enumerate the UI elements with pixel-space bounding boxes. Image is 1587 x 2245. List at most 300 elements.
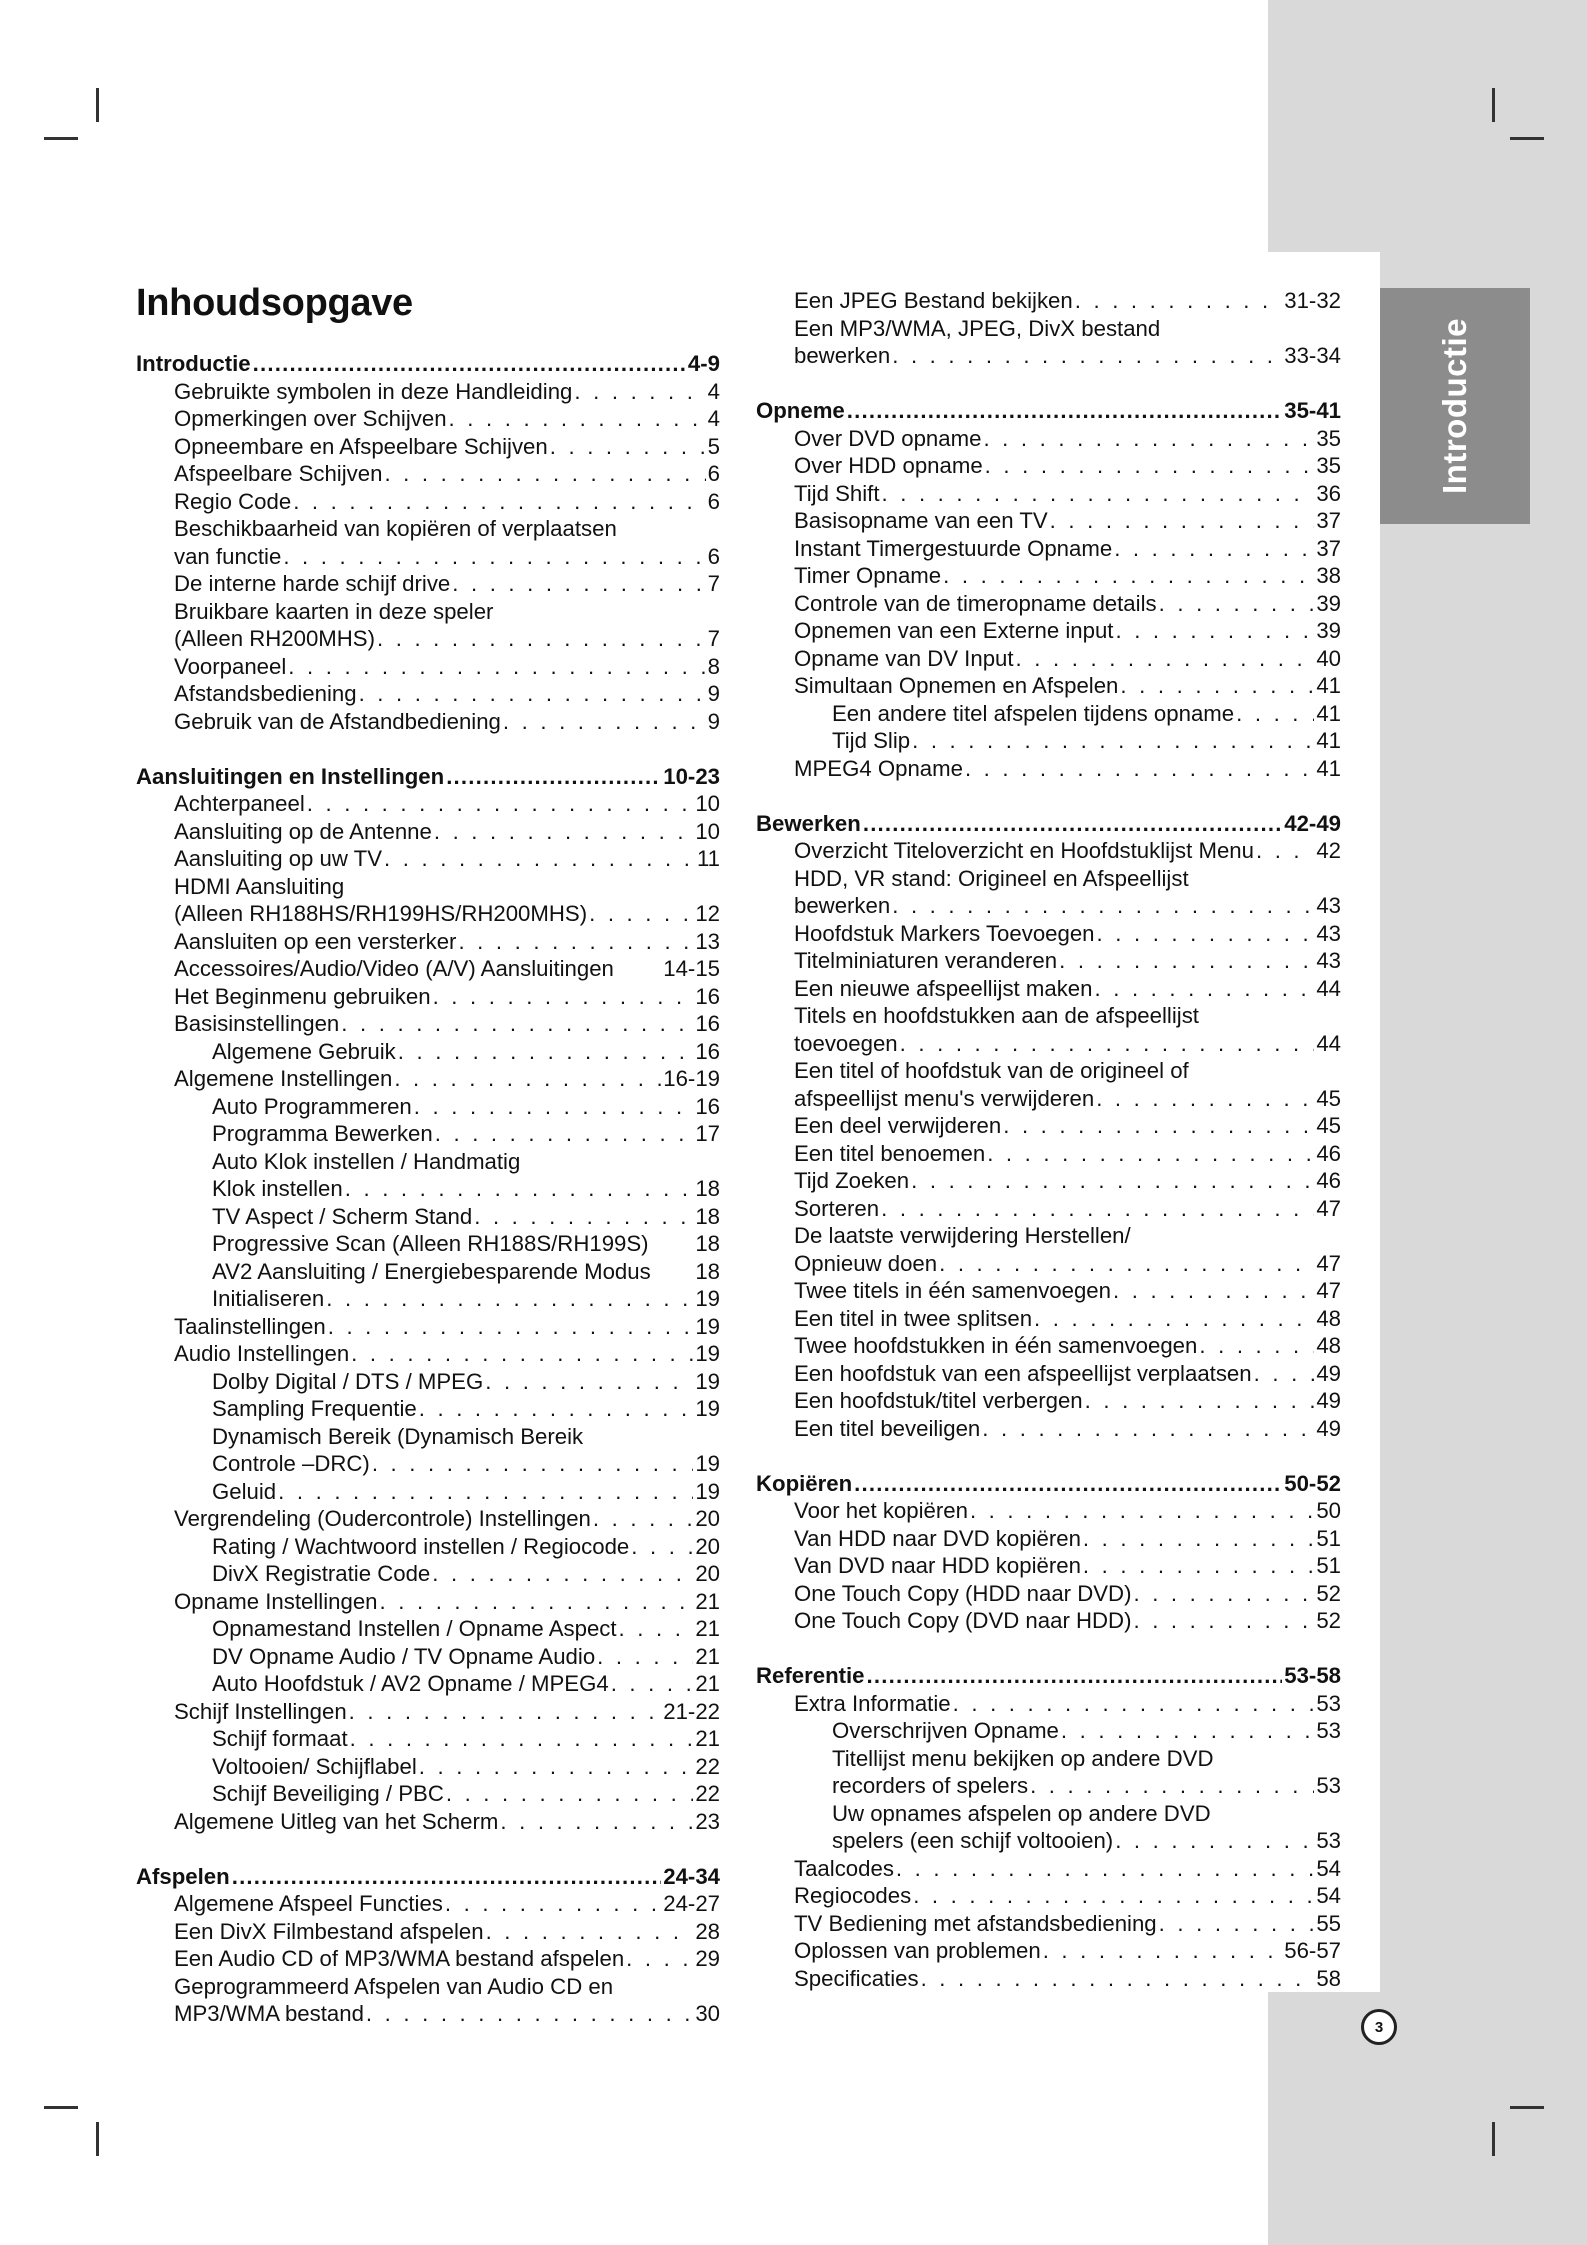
dot-leader xyxy=(326,1285,693,1313)
entry-page-number: 38 xyxy=(1316,563,1341,588)
entry-page-number: 41 xyxy=(1316,755,1341,781)
entry-page-number: 7 xyxy=(707,571,720,596)
entry-page-number: 16 xyxy=(695,1093,720,1119)
toc-section-heading xyxy=(136,350,720,378)
entry-page-number: 17 xyxy=(695,1121,720,1146)
entry-title: One Touch Copy (DVD naar HDD) xyxy=(794,1608,1132,1633)
toc-entry xyxy=(136,1478,720,1506)
toc-entry xyxy=(756,287,1341,315)
entry-title: Schijf Instellingen xyxy=(174,1698,347,1724)
entry-page-number: 18 xyxy=(695,1231,720,1256)
entry-page-number: 53 xyxy=(1316,1690,1341,1716)
toc-entry xyxy=(756,947,1341,975)
entry-title: toevoegen xyxy=(794,1030,898,1056)
dot-leader xyxy=(987,1140,1314,1168)
page-title: Inhoudsopgave xyxy=(136,282,413,324)
toc-entry xyxy=(136,378,720,406)
entry-title: Overschrijven Opname xyxy=(832,1718,1059,1743)
section-title: Opneme xyxy=(756,398,845,423)
dot-leader xyxy=(1094,975,1314,1003)
toc-entry xyxy=(756,1882,1341,1910)
dot-leader xyxy=(1061,1717,1314,1745)
entry-title: Een titel beveiligen xyxy=(794,1415,981,1441)
entry-title: HDMI Aansluiting xyxy=(174,873,345,899)
dot-leader xyxy=(619,1615,694,1643)
dot-leader xyxy=(1034,1305,1314,1333)
entry-page-number: 16 xyxy=(695,983,720,1009)
entry-page-number: 44 xyxy=(1316,975,1341,1001)
section-title: Bewerken xyxy=(756,810,861,836)
entry-page-number: 41 xyxy=(1316,673,1341,698)
entry-title: Geprogrammeerd Afspelen van Audio CD en xyxy=(174,1973,614,1999)
toc-entry xyxy=(756,535,1341,563)
toc-entry xyxy=(756,1002,1341,1030)
toc-entry xyxy=(136,1395,720,1423)
toc-entry xyxy=(756,315,1341,343)
dot-leader xyxy=(446,763,661,791)
entry-page-number: 48 xyxy=(1316,1333,1341,1358)
dot-leader xyxy=(1083,1525,1314,1553)
entry-title: Voorpaneel xyxy=(174,653,287,679)
toc-entry xyxy=(136,1230,720,1258)
dot-leader xyxy=(503,708,706,736)
dot-leader xyxy=(419,1395,694,1423)
entry-title: Een JPEG Bestand bekijken xyxy=(794,288,1073,313)
dot-leader xyxy=(1254,1360,1315,1388)
toc-entry xyxy=(136,1725,720,1753)
entry-title: Opneembare en Afspeelbare Schijven xyxy=(174,433,548,459)
entry-page-number: 54 xyxy=(1316,1855,1341,1881)
toc-entry xyxy=(756,1250,1341,1278)
entry-title: Gebruikte symbolen in deze Handleiding xyxy=(174,378,573,404)
section-title: Kopiëren xyxy=(756,1470,853,1496)
toc-section xyxy=(756,287,1341,370)
dot-leader xyxy=(1003,1112,1314,1140)
entry-page-number: 37 xyxy=(1316,535,1341,561)
dot-leader xyxy=(896,1855,1314,1883)
entry-title: Auto Hoofdstuk / AV2 Opname / MPEG4 xyxy=(212,1671,609,1696)
toc-entry xyxy=(756,617,1341,645)
toc-entry xyxy=(136,708,720,736)
entry-title: Een titel in twee splitsen xyxy=(794,1305,1033,1331)
toc-entry xyxy=(136,1753,720,1781)
toc-entry xyxy=(756,1965,1341,1993)
entry-title: Instant Timergestuurde Opname xyxy=(794,535,1113,561)
entry-title: Timer Opname xyxy=(794,563,942,588)
crop-mark xyxy=(44,2106,78,2109)
entry-page-number: 6 xyxy=(707,461,720,486)
entry-title: spelers (een schijf voltooien) xyxy=(832,1828,1114,1853)
entry-page-number: 10 xyxy=(695,791,720,816)
entry-title: Bruikbare kaarten in deze speler xyxy=(174,598,494,624)
dot-leader xyxy=(414,1093,694,1121)
toc-entry xyxy=(136,1588,720,1616)
toc-section xyxy=(756,810,1341,1443)
entry-title: Voor het kopiëren xyxy=(794,1498,968,1523)
entry-title: MP3/WMA bestand xyxy=(174,2001,364,2026)
entry-page-number: 12 xyxy=(695,901,720,926)
dot-leader xyxy=(1114,535,1314,563)
dot-leader xyxy=(867,1662,1283,1690)
entry-page-number: 29 xyxy=(695,1946,720,1971)
entry-page-number: 53 xyxy=(1316,1773,1341,1798)
entry-title: DivX Registratie Code xyxy=(212,1561,431,1586)
crop-mark xyxy=(44,137,78,140)
entry-title: Titels en hoofdstukken aan de afspeellijst xyxy=(794,1003,1199,1028)
dot-leader xyxy=(900,1030,1315,1058)
entry-title: Regio Code xyxy=(174,488,292,514)
entry-title: HDD, VR stand: Origineel en Afspeellijst xyxy=(794,865,1189,891)
toc-entry xyxy=(136,1065,720,1093)
entry-page-number: 46 xyxy=(1316,1168,1341,1193)
entry-page-number: 19 xyxy=(695,1396,720,1421)
dot-leader xyxy=(485,1368,693,1396)
entry-title: Dolby Digital / DTS / MPEG xyxy=(212,1368,484,1394)
entry-page-number: 47 xyxy=(1316,1250,1341,1276)
dot-leader xyxy=(1075,287,1283,315)
dot-leader xyxy=(626,1945,693,1973)
entry-title: Opnieuw doen xyxy=(794,1250,938,1276)
entry-title: Specificaties xyxy=(794,1965,919,1991)
dot-leader xyxy=(435,1120,694,1148)
toc-entry xyxy=(756,1140,1341,1168)
toc-entry xyxy=(136,543,720,571)
entry-page-number: 52 xyxy=(1316,1580,1341,1606)
toc-entry xyxy=(136,1450,720,1478)
entry-title: One Touch Copy (HDD naar DVD) xyxy=(794,1580,1132,1606)
entry-page-number: 35 xyxy=(1316,425,1341,451)
entry-title: Basisopname van een TV xyxy=(794,508,1048,533)
entry-page-number: 45 xyxy=(1316,1113,1341,1138)
entry-page-number: 22 xyxy=(695,1781,720,1806)
toc-entry xyxy=(756,1525,1341,1553)
entry-page-number: 47 xyxy=(1316,1278,1341,1303)
dot-leader xyxy=(433,983,694,1011)
entry-page-number: 35 xyxy=(1316,453,1341,478)
toc-entry xyxy=(756,1745,1341,1773)
entry-page-number: 22 xyxy=(695,1753,720,1779)
entry-title: Progressive Scan (Alleen RH188S/RH199S) xyxy=(212,1231,649,1256)
dot-leader xyxy=(892,892,1314,920)
entry-title: afspeellijst menu's verwijderen xyxy=(794,1085,1095,1111)
dot-leader xyxy=(1115,617,1314,645)
dot-leader xyxy=(550,433,706,461)
toc-entry xyxy=(136,900,720,928)
toc-entry xyxy=(756,727,1341,755)
entry-page-number: 11 xyxy=(696,846,720,871)
toc-entry xyxy=(136,680,720,708)
toc-entry xyxy=(136,1945,720,1973)
toc-section xyxy=(756,397,1341,782)
page-number: 3 xyxy=(1361,2009,1397,2045)
dot-leader xyxy=(394,1065,661,1093)
dot-leader xyxy=(1043,1937,1283,1965)
entry-title: Oplossen van problemen xyxy=(794,1938,1041,1963)
toc-entry xyxy=(136,515,720,543)
entry-page-number: 21 xyxy=(695,1671,720,1696)
entry-title: Opname Instellingen xyxy=(174,1588,378,1614)
toc-entry xyxy=(136,1533,720,1561)
entry-title: Twee titels in één samenvoegen xyxy=(794,1278,1111,1303)
dot-leader xyxy=(953,1690,1315,1718)
toc-entry xyxy=(136,625,720,653)
entry-page-number: 16 xyxy=(695,1038,720,1064)
entry-page-number: 28 xyxy=(695,1918,720,1944)
entry-page-number: 47 xyxy=(1316,1195,1341,1221)
entry-title: Controle van de timeropname details xyxy=(794,590,1157,616)
dot-leader xyxy=(1083,1552,1314,1580)
dot-leader xyxy=(384,460,705,488)
entry-page-number: 30 xyxy=(695,2001,720,2026)
crop-mark xyxy=(96,88,99,122)
dot-leader xyxy=(328,1313,694,1341)
toc-entry xyxy=(756,1167,1341,1195)
dot-leader xyxy=(349,1698,662,1726)
dot-leader xyxy=(288,653,705,681)
entry-title: recorders of spelers xyxy=(832,1773,1029,1798)
toc-entry xyxy=(136,1148,720,1176)
entry-title: Taalcodes xyxy=(794,1855,894,1881)
dot-leader xyxy=(1085,1387,1315,1415)
toc-entry xyxy=(136,1698,720,1726)
toc-section-heading xyxy=(756,1470,1341,1498)
entry-page-number: 16-19 xyxy=(663,1066,720,1091)
dot-leader xyxy=(341,1010,693,1038)
dot-leader xyxy=(574,378,705,406)
dot-leader xyxy=(278,1478,693,1506)
dot-leader xyxy=(283,543,705,571)
entry-title: Algemene Gebruik xyxy=(212,1038,396,1064)
entry-title: De laatste verwijdering Herstellen/ xyxy=(794,1223,1131,1248)
section-page-range: 42-49 xyxy=(1284,810,1341,836)
toc-entry xyxy=(756,1937,1341,1965)
dot-leader xyxy=(1059,947,1314,975)
toc-entry xyxy=(756,1855,1341,1883)
dot-leader xyxy=(1199,1332,1314,1360)
toc-entry xyxy=(136,1643,720,1671)
entry-page-number: 40 xyxy=(1316,645,1341,671)
toc-entry xyxy=(756,342,1341,370)
entry-title: Taalinstellingen xyxy=(174,1313,326,1339)
dot-leader xyxy=(1030,1772,1314,1800)
entry-page-number: 50 xyxy=(1316,1498,1341,1523)
entry-page-number: 36 xyxy=(1316,480,1341,506)
entry-title: Algemene Instellingen xyxy=(174,1066,393,1091)
entry-page-number: 49 xyxy=(1316,1415,1341,1441)
entry-title: Een hoofdstuk/titel verbergen xyxy=(794,1388,1083,1413)
entry-page-number: 8 xyxy=(707,653,720,679)
entry-title: Opname van DV Input xyxy=(794,645,1014,671)
entry-page-number: 18 xyxy=(695,1176,720,1201)
toc-entry xyxy=(756,480,1341,508)
toc-section-heading xyxy=(756,397,1341,425)
dot-leader xyxy=(882,480,1315,508)
toc-entry xyxy=(136,2000,720,2028)
toc-column-right xyxy=(756,287,1341,2020)
dot-leader xyxy=(380,1588,694,1616)
toc-entry xyxy=(136,1285,720,1313)
toc-entry xyxy=(756,1690,1341,1718)
dot-leader xyxy=(593,1505,693,1533)
entry-title: TV Aspect / Scherm Stand xyxy=(212,1203,473,1229)
dot-leader xyxy=(589,900,693,928)
entry-title: Opnamestand Instellen / Opname Aspect xyxy=(212,1616,617,1641)
toc-entry xyxy=(756,1580,1341,1608)
dot-leader xyxy=(419,1753,694,1781)
section-title: Afspelen xyxy=(136,1863,230,1889)
entry-title: Een Audio CD of MP3/WMA bestand afspelen xyxy=(174,1946,625,1971)
dot-leader xyxy=(913,1882,1314,1910)
toc-section xyxy=(756,1470,1341,1635)
entry-title: Extra Informatie xyxy=(794,1690,951,1716)
dot-leader xyxy=(366,2000,693,2028)
entry-page-number: 20 xyxy=(695,1533,720,1559)
toc-entry xyxy=(756,1360,1341,1388)
entry-title: TV Bediening met afstandsbediening xyxy=(794,1910,1157,1936)
toc-entry xyxy=(756,452,1341,480)
entry-title: Achterpaneel xyxy=(174,791,305,816)
toc-entry xyxy=(756,645,1341,673)
entry-page-number: 21 xyxy=(695,1588,720,1614)
dot-leader xyxy=(939,1250,1314,1278)
section-page-range: 50-52 xyxy=(1284,1470,1341,1496)
toc-entry xyxy=(756,1800,1341,1828)
toc-entry xyxy=(756,1387,1341,1415)
dot-leader xyxy=(500,1808,693,1836)
dot-leader xyxy=(350,1725,694,1753)
entry-page-number: 56-57 xyxy=(1284,1938,1341,1963)
entry-title: Gebruik van de Afstandbediening xyxy=(174,708,501,734)
toc-entry xyxy=(136,1890,720,1918)
dot-leader xyxy=(253,350,686,378)
entry-title: Schijf Beveiliging / PBC xyxy=(212,1781,444,1806)
entry-page-number: 4 xyxy=(707,406,720,431)
entry-title: Geluid xyxy=(212,1478,277,1504)
crop-mark xyxy=(1492,88,1495,122)
dot-leader xyxy=(983,425,1314,453)
toc-entry xyxy=(756,1112,1341,1140)
toc-entry xyxy=(136,460,720,488)
toc-entry xyxy=(136,928,720,956)
entry-title: Accessoires/Audio/Video (A/V) Aansluitingen xyxy=(174,956,614,981)
crop-mark xyxy=(1492,2122,1495,2156)
entry-title: Dynamisch Bereik (Dynamisch Bereik xyxy=(212,1423,584,1449)
toc-entry xyxy=(136,818,720,846)
toc-entry xyxy=(756,1305,1341,1333)
entry-title: bewerken xyxy=(794,893,891,918)
entry-title: Een andere titel afspelen tijdens opname xyxy=(832,700,1235,726)
entry-title: Controle –DRC) xyxy=(212,1451,370,1476)
toc-section xyxy=(136,1863,720,2028)
dot-leader xyxy=(1159,1910,1315,1938)
entry-page-number: 48 xyxy=(1316,1305,1341,1331)
entry-page-number: 43 xyxy=(1316,948,1341,973)
toc-entry xyxy=(136,1973,720,2001)
dot-leader xyxy=(452,570,705,598)
entry-title: Een titel benoemen xyxy=(794,1140,986,1166)
entry-title: AV2 Aansluiting / Energiebesparende Modus xyxy=(212,1258,651,1284)
toc-entry xyxy=(756,837,1341,865)
entry-title: Twee hoofdstukken in één samenvoegen xyxy=(794,1333,1198,1358)
toc-entry xyxy=(756,865,1341,893)
entry-title: Een deel verwijderen xyxy=(794,1113,1002,1138)
toc-entry xyxy=(136,405,720,433)
entry-title: Vergrendeling (Oudercontrole) Instellingen xyxy=(174,1506,591,1531)
toc-entry xyxy=(756,562,1341,590)
entry-page-number: 4 xyxy=(707,378,720,404)
dot-leader xyxy=(611,1670,694,1698)
toc-entry xyxy=(756,1827,1341,1855)
entry-title: Programma Bewerken xyxy=(212,1121,433,1146)
dot-leader xyxy=(449,405,706,433)
entry-page-number: 10 xyxy=(695,818,720,844)
dot-leader xyxy=(631,1533,693,1561)
entry-title: Overzicht Titeloverzicht en Hoofdstuklijst Menu xyxy=(794,838,1254,863)
entry-title: Een nieuwe afspeellijst maken xyxy=(794,975,1093,1001)
dot-leader xyxy=(307,790,694,818)
crop-mark xyxy=(96,2122,99,2156)
dot-leader xyxy=(892,342,1282,370)
entry-page-number: 21 xyxy=(695,1616,720,1641)
entry-title: Over DVD opname xyxy=(794,425,982,451)
entry-page-number: 43 xyxy=(1316,920,1341,946)
toc-entry xyxy=(136,873,720,901)
entry-page-number: 39 xyxy=(1316,590,1341,616)
entry-title: Auto Programmeren xyxy=(212,1093,412,1119)
dot-leader xyxy=(911,1167,1314,1195)
dot-leader xyxy=(345,1175,694,1203)
entry-page-number: 19 xyxy=(695,1478,720,1504)
entry-page-number: 14-15 xyxy=(663,956,720,981)
entry-page-number: 21 xyxy=(695,1726,720,1751)
toc-entry xyxy=(136,1093,720,1121)
entry-title: Een hoofdstuk van een afspeellijst verplaatsen xyxy=(794,1360,1252,1386)
entry-title: Regiocodes xyxy=(794,1883,912,1908)
dot-leader xyxy=(434,818,693,846)
entry-title: Schijf formaat xyxy=(212,1726,348,1751)
entry-title: Audio Instellingen xyxy=(174,1341,350,1366)
entry-page-number: 19 xyxy=(695,1341,720,1366)
entry-page-number: 55 xyxy=(1316,1910,1341,1936)
entry-page-number: 23 xyxy=(695,1808,720,1834)
entry-title: (Alleen RH188HS/RH199HS/RH200MHS) xyxy=(174,901,588,926)
entry-page-number: 21 xyxy=(695,1643,720,1669)
dot-leader xyxy=(232,1863,662,1891)
entry-page-number: 54 xyxy=(1316,1883,1341,1908)
toc-column-left xyxy=(136,350,720,2055)
entry-title: Auto Klok instellen / Handmatig xyxy=(212,1148,521,1174)
toc-entry xyxy=(136,433,720,461)
entry-page-number: 24-27 xyxy=(663,1891,720,1916)
toc-entry xyxy=(756,425,1341,453)
toc-entry xyxy=(756,672,1341,700)
dot-leader xyxy=(965,755,1314,783)
dot-leader xyxy=(1133,1607,1314,1635)
toc-entry xyxy=(756,1497,1341,1525)
toc-entry xyxy=(136,955,720,983)
entry-title: Klok instellen xyxy=(212,1176,343,1201)
entry-page-number: 9 xyxy=(707,708,720,734)
entry-title: Titellijst menu bekijken op andere DVD xyxy=(832,1745,1214,1771)
entry-page-number: 19 xyxy=(695,1368,720,1394)
entry-page-number: 33-34 xyxy=(1284,343,1341,368)
toc-entry xyxy=(136,1808,720,1836)
entry-page-number: 18 xyxy=(695,1258,720,1284)
entry-page-number: 37 xyxy=(1316,508,1341,533)
entry-title: Tijd Zoeken xyxy=(794,1168,910,1193)
toc-entry xyxy=(756,1332,1341,1360)
entry-title: MPEG4 Opname xyxy=(794,755,963,781)
